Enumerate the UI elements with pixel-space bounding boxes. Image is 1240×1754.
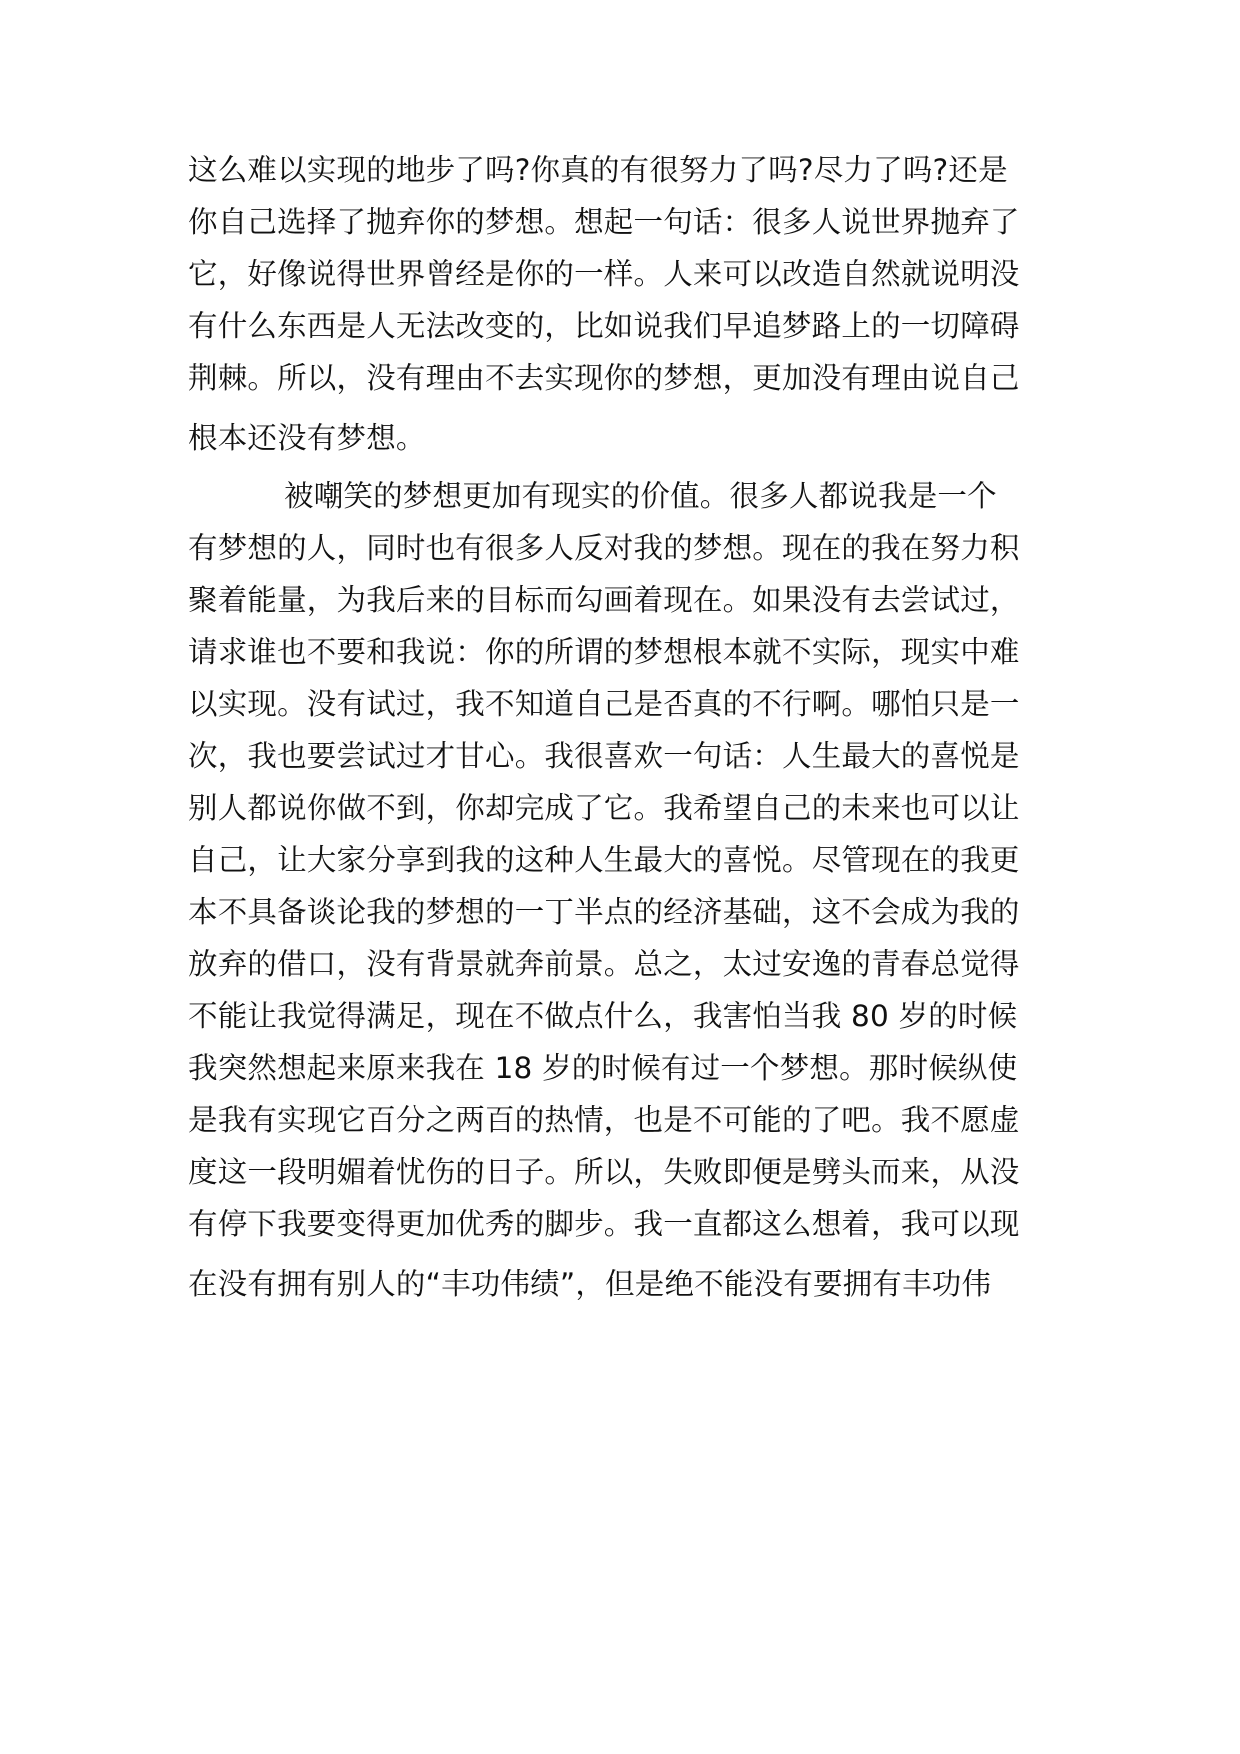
paragraph-2-line-16: 在没有拥有别人的“丰功伟绩”，但是绝不能没有要拥有丰功伟	[188, 1267, 992, 1301]
paragraph-2-line-5: 以实现。没有试过，我不知道自己是否真的不行啊。哪怕只是一	[188, 687, 1020, 721]
paragraph-1-line-4: 有什么东西是人无法改变的，比如说我们早追梦路上的一切障碍	[188, 309, 1020, 343]
paragraph-2-line-9: 本不具备谈论我的梦想的一丁半点的经济基础，这不会成为我的	[188, 895, 1020, 929]
paragraph-2-line-12: 我突然想起来原来我在 18 岁的时候有过一个梦想。那时候纵使	[188, 1051, 1018, 1085]
paragraph-2-line-4: 请求谁也不要和我说：你的所谓的梦想根本就不实际，现实中难	[188, 635, 1020, 669]
paragraph-1-line-6: 根本还没有梦想。	[188, 421, 426, 455]
paragraph-2-line-14: 度这一段明媚着忧伤的日子。所以，失败即便是劈头而来，从没	[188, 1155, 1020, 1189]
paragraph-2-line-10: 放弃的借口，没有背景就奔前景。总之，太过安逸的青春总觉得	[188, 947, 1020, 981]
paragraph-2-line-11: 不能让我觉得满足，现在不做点什么，我害怕当我 80 岁的时候	[188, 999, 1018, 1033]
paragraph-2-line-15: 有停下我要变得更加优秀的脚步。我一直都这么想着，我可以现	[188, 1207, 1020, 1241]
paragraph-2-line-2: 有梦想的人，同时也有很多人反对我的梦想。现在的我在努力积	[188, 531, 1020, 565]
paragraph-2-line-6: 次，我也要尝试过才甘心。我很喜欢一句话：人生最大的喜悦是	[188, 739, 1020, 773]
paragraph-1-line-2: 你自己选择了抛弃你的梦想。想起一句话：很多人说世界抛弃了	[188, 205, 1020, 239]
paragraph-2-line-8: 自己，让大家分享到我的这种人生最大的喜悦。尽管现在的我更	[188, 843, 1020, 877]
paragraph-2-line-3: 聚着能量，为我后来的目标而勾画着现在。如果没有去尝试过，	[188, 583, 1020, 617]
paragraph-2-line-7: 别人都说你做不到，你却完成了它。我希望自己的未来也可以让	[188, 791, 1020, 825]
paragraph-1-line-3: 它，好像说得世界曾经是你的一样。人来可以改造自然就说明没	[188, 257, 1020, 291]
paragraph-2-line-13: 是我有实现它百分之两百的热情，也是不可能的了吧。我不愿虚	[188, 1103, 1020, 1137]
paragraph-1-line-1: 这么难以实现的地步了吗?你真的有很努力了吗?尽力了吗?还是	[188, 153, 1008, 187]
paragraph-2-line-1: 被嘲笑的梦想更加有现实的价值。很多人都说我是一个	[284, 479, 997, 513]
paragraph-1-line-5: 荆棘。所以，没有理由不去实现你的梦想，更加没有理由说自己	[188, 361, 1020, 395]
